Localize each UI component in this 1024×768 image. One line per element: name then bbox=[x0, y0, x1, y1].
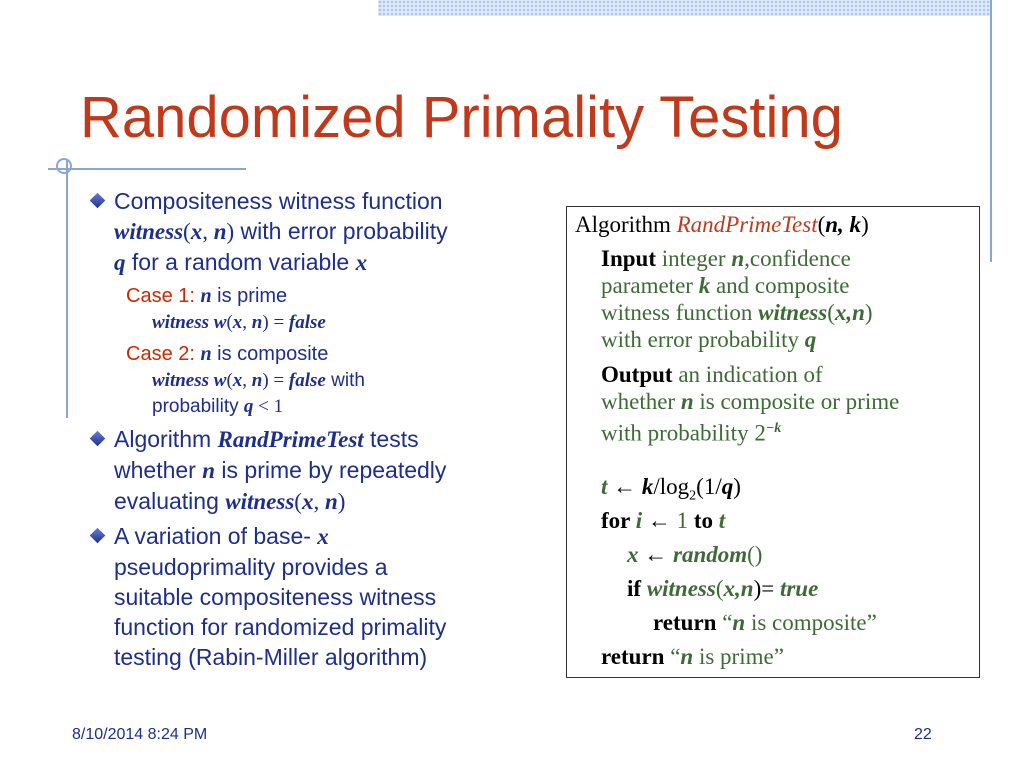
algo-text: t bbox=[718, 508, 726, 533]
algo-text: and composite bbox=[710, 273, 850, 298]
detail-text: w bbox=[213, 312, 227, 333]
algo-text: random bbox=[673, 542, 748, 567]
algo-text: q bbox=[721, 474, 734, 499]
algo-text: parameter bbox=[601, 273, 699, 298]
corner-block bbox=[992, 0, 1024, 50]
case-text: is prime bbox=[211, 285, 288, 307]
detail-text: , bbox=[242, 370, 252, 391]
bullet-text: for a random variable bbox=[125, 249, 356, 275]
diamond-bullet-icon bbox=[90, 431, 106, 447]
output-line-3 bbox=[601, 415, 781, 447]
bullet-text: A variation of base- bbox=[114, 523, 318, 549]
algo-text: q bbox=[804, 327, 817, 352]
input-line-4 bbox=[601, 326, 816, 353]
frame-line-right bbox=[990, 0, 992, 262]
detail-text: , bbox=[242, 312, 252, 333]
detail-text: witness bbox=[152, 370, 214, 391]
detail-text: false bbox=[288, 370, 326, 391]
case-text: is composite bbox=[211, 343, 329, 365]
output-line-1 bbox=[601, 361, 823, 388]
detail-text: n bbox=[251, 370, 263, 391]
algo-text: “ bbox=[722, 610, 733, 635]
diamond-bullet-icon bbox=[90, 193, 106, 209]
case-var: n bbox=[200, 285, 212, 307]
bullet-text: , bbox=[313, 489, 325, 514]
detail-text: q bbox=[243, 396, 254, 417]
detail-text: with bbox=[325, 370, 365, 391]
algo-text: n bbox=[680, 389, 694, 414]
bullet-text: ) bbox=[226, 219, 235, 244]
algo-text: ← bbox=[607, 474, 642, 499]
bullet-text: RandPrimeTest bbox=[217, 427, 364, 452]
detail-text: witness bbox=[152, 312, 214, 333]
output-line-2 bbox=[601, 388, 899, 415]
algo-text: an indication of bbox=[672, 362, 823, 387]
bullet-text: x bbox=[355, 250, 368, 275]
algo-text: −k bbox=[765, 421, 782, 436]
detail-text: w bbox=[213, 370, 227, 391]
bullet-text: witness bbox=[114, 219, 184, 244]
bullet-text: evaluating bbox=[114, 488, 226, 514]
detail-text: x bbox=[232, 370, 243, 391]
algo-text: n bbox=[732, 610, 746, 635]
algo-keyword: for bbox=[601, 508, 636, 533]
bullet-text: pseudoprimality provides a bbox=[114, 554, 388, 580]
bullet-text: tests bbox=[363, 426, 419, 452]
algo-text: ,confidence bbox=[744, 246, 851, 271]
algo-text: ( bbox=[817, 212, 826, 237]
algo-text: true bbox=[779, 576, 819, 601]
bullet-text: ) bbox=[337, 489, 346, 514]
algo-text: t bbox=[601, 474, 608, 499]
algo-text: integer bbox=[655, 246, 732, 271]
algo-text: x,n bbox=[834, 300, 865, 325]
bullet-item bbox=[88, 424, 543, 517]
detail-text: x bbox=[232, 312, 243, 333]
bullet-text: Compositeness witness function bbox=[114, 188, 443, 214]
input-line-1 bbox=[601, 245, 851, 272]
detail-text: ) = bbox=[262, 312, 289, 333]
algo-text: RandPrimeTest bbox=[676, 212, 818, 237]
bullet-text: is prime by repeatedly bbox=[215, 457, 447, 483]
case-label: Case 1: bbox=[126, 285, 201, 307]
bullet-text: q bbox=[114, 250, 126, 275]
algo-keyword: if bbox=[627, 576, 647, 601]
algo-keyword: return bbox=[653, 610, 723, 635]
algo-text: n, k bbox=[825, 212, 862, 237]
algo-text: 2 bbox=[689, 488, 697, 504]
algo-text: ) bbox=[733, 474, 741, 499]
bullet-list bbox=[88, 186, 543, 676]
case-label: Case 2: bbox=[126, 343, 201, 365]
algo-text: i bbox=[635, 508, 643, 533]
algo-text: () bbox=[747, 542, 763, 567]
frame-line-left bbox=[66, 160, 68, 418]
algo-text: n bbox=[680, 644, 694, 669]
algo-text: is composite or prime bbox=[693, 389, 900, 414]
bullet-text: ( bbox=[294, 489, 302, 514]
case-1 bbox=[88, 282, 543, 310]
bullet-item bbox=[88, 521, 543, 672]
case-var: n bbox=[200, 343, 212, 365]
bullet-text: n bbox=[324, 489, 338, 514]
bullet-text: n bbox=[213, 219, 227, 244]
code-line-4 bbox=[627, 575, 818, 602]
algo-text: ) bbox=[861, 212, 869, 237]
algo-text: n bbox=[731, 246, 745, 271]
algo-text: is composite” bbox=[745, 610, 877, 635]
detail-text: ) = bbox=[262, 370, 289, 391]
algo-text: /log bbox=[653, 474, 690, 499]
diamond-bullet-icon bbox=[90, 528, 106, 544]
case-1-detail bbox=[88, 310, 543, 336]
algo-keyword: to bbox=[693, 508, 719, 533]
algo-text: with probability 2 bbox=[601, 420, 766, 446]
detail-text: ( bbox=[226, 312, 233, 333]
bullet-text: Algorithm bbox=[114, 426, 218, 452]
bullet-text: n bbox=[202, 458, 216, 483]
algorithm-header bbox=[575, 211, 869, 238]
input-line-3 bbox=[601, 299, 873, 326]
code-line-1 bbox=[601, 473, 741, 510]
code-line-3 bbox=[627, 541, 762, 568]
algo-text: witness bbox=[758, 300, 828, 325]
algo-keyword: Input bbox=[601, 246, 656, 271]
detail-text: < 1 bbox=[253, 396, 284, 417]
algo-text: ← bbox=[638, 542, 673, 567]
bullet-text: , bbox=[202, 219, 214, 244]
detail-text: probability bbox=[152, 396, 244, 417]
algo-text: ( bbox=[827, 300, 835, 325]
algo-text: is prime” bbox=[693, 644, 784, 669]
algo-text: ( bbox=[715, 576, 724, 601]
algo-text: k bbox=[698, 273, 711, 298]
algo-text: with error probability bbox=[601, 327, 805, 352]
bullet-item bbox=[88, 186, 543, 278]
code-line-2 bbox=[601, 507, 725, 534]
frame-line-title bbox=[48, 168, 246, 170]
page-title: Randomized Primality Testing bbox=[80, 85, 843, 150]
bullet-text: function for randomized primality bbox=[114, 614, 447, 640]
algorithm-box bbox=[566, 206, 980, 678]
bullet-text: suitable compositeness witness bbox=[114, 584, 437, 610]
algo-text: witness bbox=[646, 576, 716, 601]
algo-text: (1/ bbox=[696, 474, 722, 499]
frame-circle-icon bbox=[56, 158, 72, 174]
footer-date: 8/10/2014 8:24 PM bbox=[72, 726, 208, 743]
case-2-detail bbox=[88, 368, 543, 420]
bullet-text: whether bbox=[114, 457, 203, 483]
code-line-5 bbox=[653, 609, 877, 636]
algo-text: )= bbox=[753, 576, 780, 601]
bullet-text: x bbox=[190, 219, 203, 244]
bullet-text: x bbox=[317, 524, 329, 549]
algo-keyword: return bbox=[601, 644, 671, 669]
algo-text: ) bbox=[864, 300, 873, 325]
detail-text: ( bbox=[226, 370, 233, 391]
detail-text: n bbox=[251, 312, 263, 333]
case-2 bbox=[88, 340, 543, 368]
algo-text: x,n bbox=[723, 576, 754, 601]
algo-keyword: Output bbox=[601, 362, 673, 387]
header-pattern bbox=[378, 0, 1024, 16]
algo-text: witness function bbox=[601, 300, 759, 325]
algo-text: 1 bbox=[676, 508, 694, 533]
algo-text: x bbox=[627, 542, 639, 567]
algo-text: ← bbox=[642, 508, 677, 533]
detail-text: false bbox=[288, 312, 326, 333]
bullet-text: testing (Rabin-Miller algorithm) bbox=[114, 644, 428, 670]
algo-text: Algorithm bbox=[575, 212, 677, 237]
page-number: 22 bbox=[914, 726, 932, 743]
algo-text: k bbox=[641, 474, 654, 499]
algo-text: whether bbox=[601, 389, 681, 414]
input-line-2 bbox=[601, 272, 849, 299]
bullet-text: ( bbox=[183, 219, 191, 244]
code-line-6 bbox=[601, 643, 784, 670]
bullet-text: x bbox=[301, 489, 314, 514]
algo-text: “ bbox=[670, 644, 681, 669]
bullet-text: witness bbox=[225, 489, 295, 514]
bullet-text: with error probability bbox=[234, 218, 448, 244]
